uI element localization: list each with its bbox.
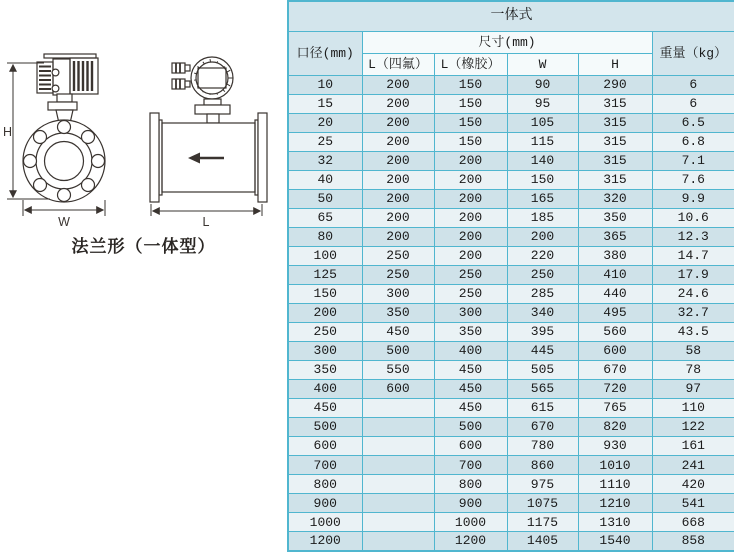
cell-weight: 122 [652, 418, 734, 437]
diagram-caption: 法兰形（一体型） [71, 237, 216, 256]
head-right-fins [74, 61, 92, 91]
cell-h: 820 [578, 418, 652, 437]
cell-l-rubber: 800 [434, 475, 507, 494]
cell-diameter: 1000 [288, 513, 362, 532]
cell-w: 165 [507, 190, 578, 209]
cell-weight: 17.9 [652, 266, 734, 285]
cell-weight: 32.7 [652, 304, 734, 323]
table-row [288, 456, 734, 475]
cell-h: 930 [578, 437, 652, 456]
cell-diameter: 600 [288, 437, 362, 456]
table-row [288, 513, 734, 532]
cell-h: 1540 [578, 532, 652, 551]
flowmeter-diagram-panel [0, 0, 287, 552]
spec-table [287, 0, 734, 552]
cell-diameter: 150 [288, 285, 362, 304]
cell-diameter: 32 [288, 152, 362, 171]
cell-w: 285 [507, 285, 578, 304]
col-header-size: 尺寸(mm) [362, 32, 652, 54]
cell-diameter: 50 [288, 190, 362, 209]
cell-w: 150 [507, 171, 578, 190]
cell-w: 250 [507, 266, 578, 285]
cell-l-ptfe: 350 [362, 304, 434, 323]
cell-h: 1010 [578, 456, 652, 475]
table-row [288, 475, 734, 494]
cell-l-ptfe: 500 [362, 342, 434, 361]
cell-l-rubber: 200 [434, 209, 507, 228]
cell-w: 115 [507, 133, 578, 152]
cell-l-ptfe: 600 [362, 380, 434, 399]
cell-l-rubber: 150 [434, 133, 507, 152]
table-row [288, 95, 734, 114]
head-screw-top [52, 69, 59, 76]
cell-l-ptfe: 200 [362, 228, 434, 247]
col-header-diameter: 口径(mm) [288, 32, 362, 76]
cell-weight: 24.6 [652, 285, 734, 304]
cell-diameter: 20 [288, 114, 362, 133]
cell-h: 320 [578, 190, 652, 209]
cell-w: 975 [507, 475, 578, 494]
cell-diameter: 700 [288, 456, 362, 475]
table-row [288, 323, 734, 342]
cell-l-ptfe [362, 456, 434, 475]
cell-l-rubber: 400 [434, 342, 507, 361]
cell-h: 600 [578, 342, 652, 361]
cell-diameter: 15 [288, 95, 362, 114]
cell-l-rubber: 450 [434, 399, 507, 418]
cell-diameter: 250 [288, 323, 362, 342]
cell-w: 220 [507, 247, 578, 266]
cell-l-rubber: 200 [434, 152, 507, 171]
cell-h: 315 [578, 133, 652, 152]
cell-h: 440 [578, 285, 652, 304]
cell-l-rubber: 350 [434, 323, 507, 342]
cell-l-ptfe [362, 437, 434, 456]
cell-diameter: 800 [288, 475, 362, 494]
spec-table-panel [287, 0, 734, 552]
col-header-weight: 重量（kg） [652, 32, 734, 76]
cell-diameter: 500 [288, 418, 362, 437]
cell-l-rubber: 150 [434, 114, 507, 133]
cell-l-ptfe: 200 [362, 76, 434, 95]
cell-diameter: 25 [288, 133, 362, 152]
cell-w: 445 [507, 342, 578, 361]
cell-h: 315 [578, 152, 652, 171]
cell-weight: 541 [652, 494, 734, 513]
cell-l-ptfe [362, 399, 434, 418]
table-row [288, 266, 734, 285]
cell-weight: 6.8 [652, 133, 734, 152]
cell-l-rubber: 300 [434, 304, 507, 323]
head-screw-bottom [52, 85, 59, 92]
col-header-w: W [507, 54, 578, 76]
cell-weight: 78 [652, 361, 734, 380]
cell-diameter: 10 [288, 76, 362, 95]
cell-w: 185 [507, 209, 578, 228]
cell-l-rubber: 1000 [434, 513, 507, 532]
col-header-l-ptfe: L（四氟） [362, 54, 434, 76]
cell-h: 315 [578, 114, 652, 133]
cell-h: 350 [578, 209, 652, 228]
cell-w: 95 [507, 95, 578, 114]
table-row [288, 171, 734, 190]
cell-l-rubber: 450 [434, 380, 507, 399]
cell-diameter: 900 [288, 494, 362, 513]
table-row [288, 361, 734, 380]
side-head-face [196, 62, 228, 94]
dim-label-l: L [202, 215, 210, 229]
cell-w: 780 [507, 437, 578, 456]
cell-l-rubber: 600 [434, 437, 507, 456]
dim-label-h: H [3, 125, 13, 139]
cell-weight: 420 [652, 475, 734, 494]
cell-l-rubber: 1200 [434, 532, 507, 551]
spec-table-body [288, 76, 734, 552]
col-header-l-rubber: L（橡胶） [434, 54, 507, 76]
table-row [288, 437, 734, 456]
cell-diameter: 80 [288, 228, 362, 247]
cell-weight: 43.5 [652, 323, 734, 342]
cell-h: 1110 [578, 475, 652, 494]
cell-weight: 9.9 [652, 190, 734, 209]
cell-weight: 7.1 [652, 152, 734, 171]
cell-l-ptfe [362, 532, 434, 551]
cell-weight: 10.6 [652, 209, 734, 228]
cell-w: 615 [507, 399, 578, 418]
cell-h: 1310 [578, 513, 652, 532]
flowmeter-technical-drawing [0, 0, 287, 552]
cell-l-ptfe: 300 [362, 285, 434, 304]
side-view [150, 57, 267, 202]
cell-h: 290 [578, 76, 652, 95]
cell-l-ptfe: 200 [362, 171, 434, 190]
cell-weight: 110 [652, 399, 734, 418]
cell-weight: 858 [652, 532, 734, 551]
cell-weight: 12.3 [652, 228, 734, 247]
table-row [288, 76, 734, 95]
table-row [288, 247, 734, 266]
side-head-collar [195, 105, 230, 114]
dim-label-w: W [58, 215, 70, 229]
cell-l-rubber: 450 [434, 361, 507, 380]
cell-l-ptfe: 200 [362, 95, 434, 114]
cell-l-ptfe: 250 [362, 266, 434, 285]
cell-diameter: 400 [288, 380, 362, 399]
cell-w: 395 [507, 323, 578, 342]
cell-l-rubber: 500 [434, 418, 507, 437]
cell-l-ptfe [362, 475, 434, 494]
cell-weight: 58 [652, 342, 734, 361]
head-neck [57, 94, 72, 102]
cell-l-ptfe: 200 [362, 209, 434, 228]
cell-diameter: 65 [288, 209, 362, 228]
table-row [288, 304, 734, 323]
cell-h: 315 [578, 171, 652, 190]
table-row [288, 399, 734, 418]
cell-l-ptfe [362, 513, 434, 532]
cell-weight: 6 [652, 76, 734, 95]
cell-weight: 7.6 [652, 171, 734, 190]
cell-weight: 97 [652, 380, 734, 399]
cell-w: 670 [507, 418, 578, 437]
cell-w: 200 [507, 228, 578, 247]
cell-l-rubber: 250 [434, 285, 507, 304]
cell-w: 90 [507, 76, 578, 95]
front-view [23, 54, 105, 202]
cell-h: 315 [578, 95, 652, 114]
cell-l-ptfe [362, 418, 434, 437]
cell-l-rubber: 200 [434, 247, 507, 266]
cell-l-ptfe: 250 [362, 247, 434, 266]
cell-diameter: 300 [288, 342, 362, 361]
cell-l-ptfe: 200 [362, 114, 434, 133]
cell-diameter: 450 [288, 399, 362, 418]
cell-diameter: 40 [288, 171, 362, 190]
head-left-fins [39, 67, 51, 90]
cell-weight: 6 [652, 95, 734, 114]
right-flange [258, 113, 267, 202]
table-row [288, 152, 734, 171]
left-flange [150, 113, 159, 202]
table-title: 一体式 [288, 1, 734, 32]
cell-w: 340 [507, 304, 578, 323]
cell-h: 720 [578, 380, 652, 399]
cell-l-rubber: 200 [434, 228, 507, 247]
cell-l-rubber: 200 [434, 190, 507, 209]
cell-l-ptfe: 200 [362, 152, 434, 171]
table-row [288, 133, 734, 152]
table-row [288, 285, 734, 304]
cell-l-ptfe: 200 [362, 133, 434, 152]
cell-diameter: 100 [288, 247, 362, 266]
cell-w: 105 [507, 114, 578, 133]
side-head-neck [204, 99, 221, 105]
cell-diameter: 350 [288, 361, 362, 380]
cell-diameter: 200 [288, 304, 362, 323]
cell-w: 1075 [507, 494, 578, 513]
cell-h: 670 [578, 361, 652, 380]
cell-l-rubber: 150 [434, 95, 507, 114]
cell-l-ptfe: 200 [362, 190, 434, 209]
side-head-stem [207, 114, 219, 123]
cell-l-rubber: 200 [434, 171, 507, 190]
cell-l-ptfe [362, 494, 434, 513]
cell-w: 565 [507, 380, 578, 399]
cell-diameter: 1200 [288, 532, 362, 551]
cell-weight: 668 [652, 513, 734, 532]
cell-w: 1175 [507, 513, 578, 532]
table-row [288, 190, 734, 209]
cell-diameter: 125 [288, 266, 362, 285]
cell-w: 1405 [507, 532, 578, 551]
table-row [288, 380, 734, 399]
cell-h: 495 [578, 304, 652, 323]
table-row [288, 114, 734, 133]
cell-l-rubber: 900 [434, 494, 507, 513]
cell-h: 765 [578, 399, 652, 418]
cell-weight: 241 [652, 456, 734, 475]
table-row [288, 532, 734, 551]
cell-w: 860 [507, 456, 578, 475]
col-header-h: H [578, 54, 652, 76]
table-row [288, 494, 734, 513]
table-row [288, 209, 734, 228]
cell-w: 140 [507, 152, 578, 171]
cell-l-rubber: 700 [434, 456, 507, 475]
cell-l-ptfe: 550 [362, 361, 434, 380]
cell-l-rubber: 150 [434, 76, 507, 95]
head-collar [48, 102, 77, 110]
cell-h: 365 [578, 228, 652, 247]
cell-h: 560 [578, 323, 652, 342]
table-row [288, 342, 734, 361]
cell-weight: 14.7 [652, 247, 734, 266]
cell-h: 1210 [578, 494, 652, 513]
cell-l-ptfe: 450 [362, 323, 434, 342]
cell-weight: 161 [652, 437, 734, 456]
cell-h: 410 [578, 266, 652, 285]
table-row [288, 418, 734, 437]
head-stem [56, 110, 73, 121]
cell-w: 505 [507, 361, 578, 380]
cable-glands [172, 63, 190, 89]
cell-l-rubber: 250 [434, 266, 507, 285]
cell-weight: 6.5 [652, 114, 734, 133]
cell-h: 380 [578, 247, 652, 266]
table-row [288, 228, 734, 247]
